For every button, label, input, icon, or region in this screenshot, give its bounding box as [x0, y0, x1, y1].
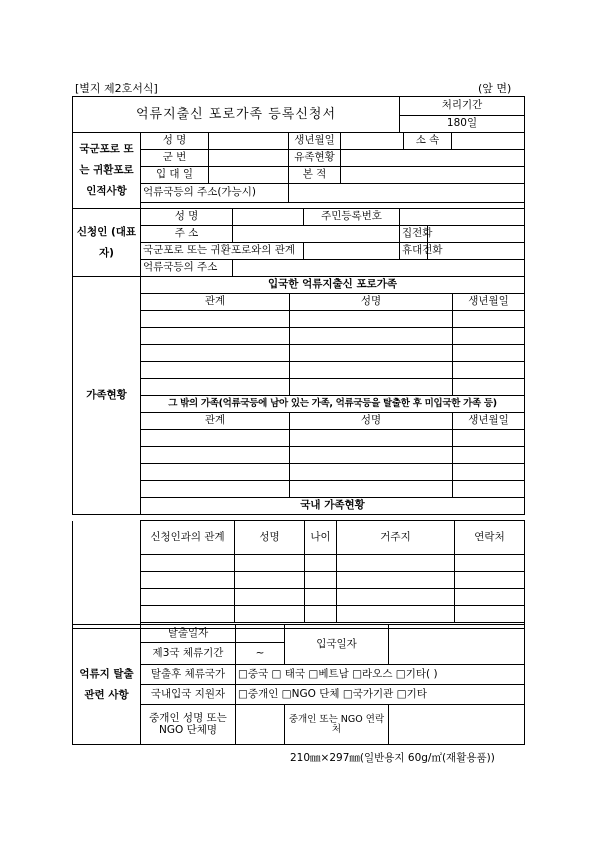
broker-contact-label: 중개인 또는 NGO 연락처: [285, 705, 389, 745]
applicant-name-label: 성 명: [141, 209, 233, 226]
other-col-relation: 관계: [141, 413, 290, 430]
domestic-relation-cell[interactable]: [141, 606, 235, 623]
applicant-relation-field[interactable]: [304, 243, 400, 260]
pow-name-field[interactable]: [209, 133, 289, 150]
other-birth-cell[interactable]: [453, 447, 525, 464]
pow-serviceno-label: 군 번: [141, 150, 209, 167]
entered-col-name: 성명: [290, 294, 453, 311]
domestic-residence-cell[interactable]: [337, 606, 455, 623]
applicant-relation-label: 국군포로 또는 귀환포로와의 관계: [141, 243, 304, 260]
applicant-rrn-field[interactable]: [400, 209, 525, 226]
escape-section-label: 억류지 탈출관련 사항: [73, 625, 141, 745]
entered-name-cell[interactable]: [290, 345, 453, 362]
other-family-title: 그 밖의 가족(억류국등에 남아 있는 가족, 억류국등을 탈출한 후 미입국한 가족 등): [141, 396, 525, 413]
entered-relation-cell[interactable]: [141, 328, 290, 345]
stay-countries-label: 탈출후 체류국가: [141, 665, 236, 685]
other-name-cell[interactable]: [290, 447, 453, 464]
applicant-address-label: 주 소: [141, 226, 233, 243]
applicant-name-field[interactable]: [233, 209, 304, 226]
applicant-address-field[interactable]: [233, 226, 400, 243]
pow-birth-field[interactable]: [341, 133, 404, 150]
page-side: (앞 면): [478, 82, 512, 95]
entered-col-relation: 관계: [141, 294, 290, 311]
domestic-contact-cell[interactable]: [455, 555, 525, 572]
pow-unit-label: 소 속: [404, 133, 452, 150]
domestic-age-cell[interactable]: [305, 572, 337, 589]
broker-contact-field[interactable]: [389, 705, 525, 745]
form-number: [별지 제2호서식]: [75, 82, 158, 95]
entered-relation-cell[interactable]: [141, 311, 290, 328]
domestic-age-cell[interactable]: [305, 555, 337, 572]
applicant-homephone-label: 집전화: [400, 226, 428, 243]
escape-date-label: 탈출일자: [141, 625, 236, 643]
domestic-contact-cell[interactable]: [455, 589, 525, 606]
family-section: [72, 276, 525, 515]
entry-date-label: 입국일자: [285, 625, 389, 665]
pow-remains-label: 유족현황: [289, 150, 341, 167]
applicant-homephone-field[interactable]: [428, 226, 525, 243]
entered-name-cell[interactable]: [290, 328, 453, 345]
domestic-col-residence: 거주지: [337, 521, 455, 555]
broker-name-label: 중개인 성명 또는 NGO 단체명: [141, 705, 236, 745]
pow-address-label: 억류국등의 주소(가능시): [141, 184, 289, 203]
other-birth-cell[interactable]: [453, 481, 525, 498]
other-name-cell[interactable]: [290, 481, 453, 498]
pow-birth-label: 생년월일: [289, 133, 341, 150]
broker-name-field[interactable]: [236, 705, 285, 745]
processing-value: 180일: [400, 116, 525, 133]
other-relation-cell[interactable]: [141, 464, 290, 481]
entered-family-title: 입국한 억류지출신 포로가족: [141, 277, 525, 294]
family-section-label: 가족현황: [73, 277, 141, 515]
entered-birth-cell[interactable]: [453, 311, 525, 328]
applicant-detained-address-label: 억류국등의 주소: [141, 260, 233, 277]
applicant-rrn-label: 주민등록번호: [304, 209, 400, 226]
domestic-name-cell[interactable]: [235, 589, 305, 606]
third-country-field[interactable]: ~: [236, 643, 285, 665]
other-relation-cell[interactable]: [141, 481, 290, 498]
pow-remains-field[interactable]: [341, 150, 525, 167]
supporter-options[interactable]: □중개인 □NGO 단체 □국가기관 □기타: [236, 685, 525, 705]
applicant-detained-address-field[interactable]: [233, 260, 525, 277]
domestic-residence-cell[interactable]: [337, 555, 455, 572]
domestic-family-table: [72, 520, 525, 629]
domestic-contact-cell[interactable]: [455, 606, 525, 623]
entered-relation-cell[interactable]: [141, 379, 290, 396]
pow-enlist-field[interactable]: [209, 167, 289, 184]
pow-name-label: 성 명: [141, 133, 209, 150]
other-name-cell[interactable]: [290, 430, 453, 447]
other-birth-cell[interactable]: [453, 464, 525, 481]
entered-col-birth: 생년월일: [453, 294, 525, 311]
entered-birth-cell[interactable]: [453, 379, 525, 396]
escape-section: [72, 624, 525, 745]
supporter-label: 국내입국 지원자: [141, 685, 236, 705]
entered-birth-cell[interactable]: [453, 345, 525, 362]
other-col-birth: 생년월일: [453, 413, 525, 430]
other-relation-cell[interactable]: [141, 430, 290, 447]
domestic-age-cell[interactable]: [305, 589, 337, 606]
pow-hometown-label: 본 적: [289, 167, 341, 184]
pow-enlist-label: 입 대 일: [141, 167, 209, 184]
applicant-mobile-label: 휴대전화: [400, 243, 428, 260]
domestic-family-title: 국내 가족현황: [141, 498, 525, 515]
entered-birth-cell[interactable]: [453, 362, 525, 379]
domestic-relation-cell[interactable]: [141, 589, 235, 606]
domestic-residence-cell[interactable]: [337, 572, 455, 589]
entered-name-cell[interactable]: [290, 311, 453, 328]
applicant-section-label: 신청인 (대표자): [73, 209, 141, 277]
domestic-name-cell[interactable]: [235, 606, 305, 623]
processing-label: 처리기간: [400, 97, 525, 116]
domestic-name-cell[interactable]: [235, 572, 305, 589]
stay-countries-options[interactable]: □중국 □ 태국 □베트남 □라오스 □기타( ): [236, 665, 525, 685]
domestic-col-name: 성명: [235, 521, 305, 555]
domestic-relation-cell[interactable]: [141, 555, 235, 572]
pow-section: [72, 132, 525, 209]
title-table: [72, 96, 525, 133]
pow-unit-field[interactable]: [452, 133, 525, 150]
domestic-relation-cell[interactable]: [141, 572, 235, 589]
paper-spec: 210㎜×297㎜(일반용지 60g/㎡(재활용품)): [290, 752, 495, 764]
entry-date-field[interactable]: [389, 625, 525, 665]
domestic-contact-cell[interactable]: [455, 572, 525, 589]
applicant-section: [72, 208, 525, 277]
domestic-name-cell[interactable]: [235, 555, 305, 572]
family-section-continued: [73, 521, 141, 629]
entered-relation-cell[interactable]: [141, 345, 290, 362]
other-birth-cell[interactable]: [453, 430, 525, 447]
escape-date-field[interactable]: [236, 625, 285, 643]
pow-serviceno-field[interactable]: [209, 150, 289, 167]
third-country-label: 제3국 체류기간: [141, 643, 236, 665]
other-col-name: 성명: [290, 413, 453, 430]
entered-name-cell[interactable]: [290, 362, 453, 379]
other-name-cell[interactable]: [290, 464, 453, 481]
domestic-age-cell[interactable]: [305, 606, 337, 623]
pow-address-field[interactable]: [289, 184, 525, 203]
domestic-col-age: 나이: [305, 521, 337, 555]
pow-section-label: 국군포로 또는 귀환포로 인적사항: [73, 133, 141, 209]
other-relation-cell[interactable]: [141, 447, 290, 464]
form-title: 억류지출신 포로가족 등록신청서: [73, 97, 400, 133]
domestic-col-contact: 연락처: [455, 521, 525, 555]
entered-name-cell[interactable]: [290, 379, 453, 396]
domestic-col-relation: 신청인과의 관계: [141, 521, 235, 555]
entered-relation-cell[interactable]: [141, 362, 290, 379]
entered-birth-cell[interactable]: [453, 328, 525, 345]
pow-hometown-field[interactable]: [341, 167, 525, 184]
domestic-residence-cell[interactable]: [337, 589, 455, 606]
